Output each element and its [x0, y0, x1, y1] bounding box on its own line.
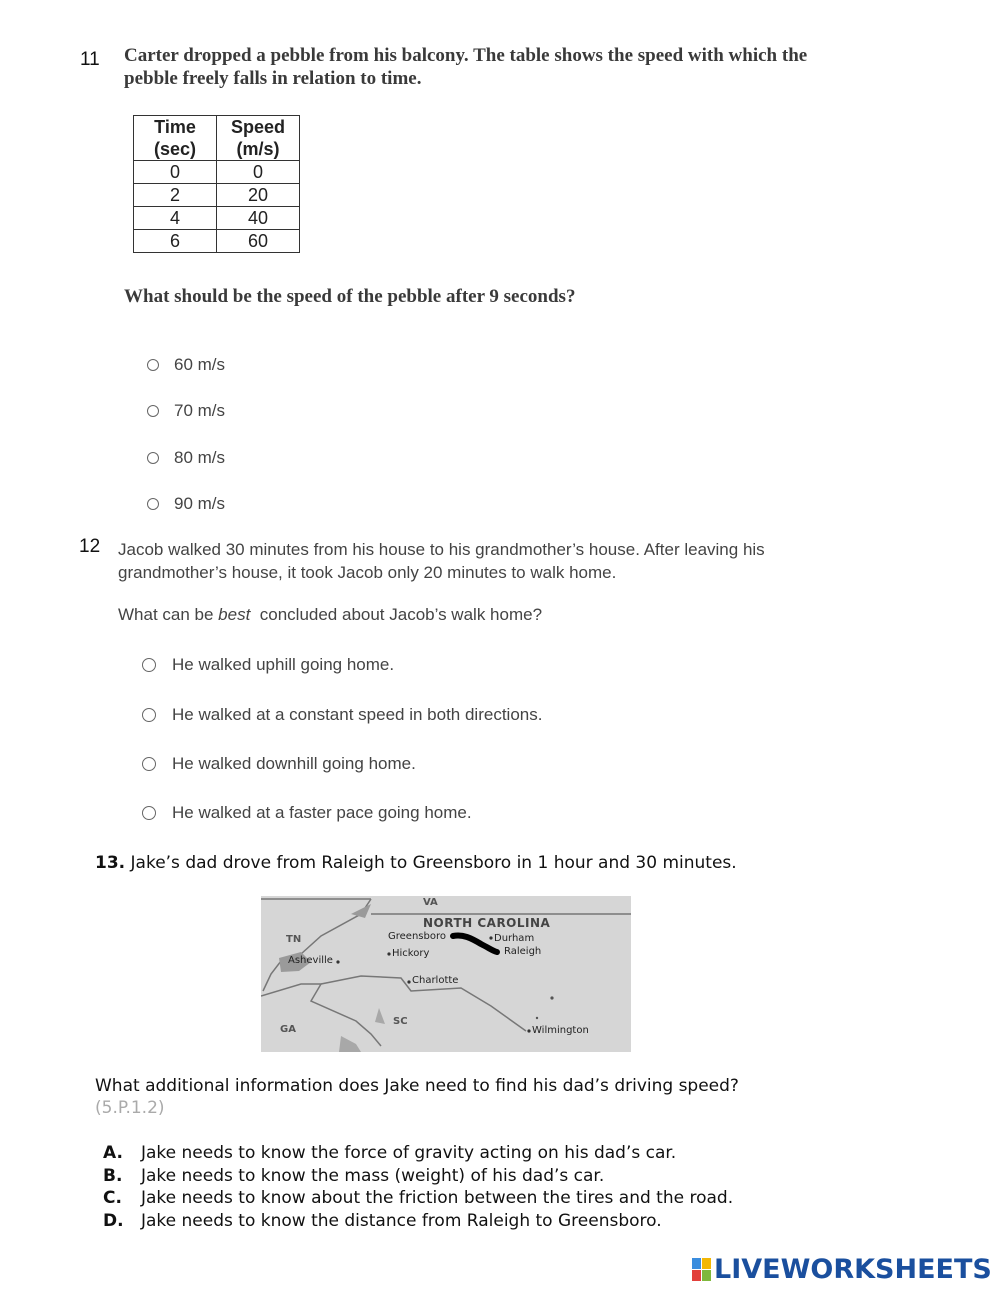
liveworksheets-logo-icon — [692, 1258, 712, 1282]
durham-dot — [489, 936, 492, 939]
table-cell: 40 — [217, 207, 300, 230]
question-11-line2: pebble freely falls in relation to time. — [124, 68, 422, 89]
question-12-line1: Jacob walked 30 minutes from his house to his grandmother’s house. After leaving his — [118, 540, 765, 559]
radio-button[interactable] — [142, 757, 156, 771]
table-cell: 0 — [134, 161, 217, 184]
question-12-question: What can be best concluded about Jacob’s walk home? — [118, 605, 543, 624]
coast-dot-2 — [536, 1017, 538, 1019]
asheville-dot — [336, 960, 339, 963]
map-label-sc: SC — [393, 1016, 408, 1027]
table-header-speed: Speed (m/s) — [217, 116, 300, 161]
option-label: 90 m/s — [174, 494, 226, 513]
question-13-number: 13. — [95, 853, 126, 873]
q13-choice-b[interactable]: B. Jake needs to know the mass (weight) of his dad’s car. — [103, 1165, 605, 1186]
option-label: He walked uphill going home. — [172, 655, 395, 674]
question-11-line1: Carter dropped a pebble from his balcony. The table shows the speed with which the — [124, 45, 808, 66]
table-cell: 6 — [134, 230, 217, 253]
question-13-question: What additional information does Jake need to find his dad’s driving speed? — [95, 1076, 739, 1096]
logo-square-red — [692, 1270, 701, 1281]
q11-option-d[interactable] — [147, 494, 225, 514]
option-label: He walked at a constant speed in both directions. — [172, 705, 543, 724]
q13-choices — [103, 1142, 733, 1232]
map-label-durham: Durham — [494, 933, 535, 944]
map-label-tn: TN — [286, 934, 302, 945]
map-label-hickory: Hickory — [392, 948, 430, 959]
charlotte-dot — [407, 980, 410, 983]
speed-time-table — [133, 115, 300, 253]
option-label: 70 m/s — [174, 401, 226, 420]
map-label-raleigh: Raleigh — [504, 946, 542, 957]
q12-option-c[interactable] — [142, 754, 416, 774]
table-header-time: Time (sec) — [134, 116, 217, 161]
standard-code: (5.P.1.2) — [95, 1098, 165, 1118]
table-cell: 20 — [217, 184, 300, 207]
q13-choice-c[interactable]: C. Jake needs to know about the friction between the tires and the road. — [103, 1188, 734, 1208]
radio-button[interactable] — [142, 658, 156, 672]
lake-shape — [339, 1036, 361, 1052]
radio-button[interactable] — [142, 806, 156, 820]
question-11-question: What should be the speed of the pebble after 9 seconds? — [124, 286, 576, 307]
wilmington-dot — [527, 1029, 530, 1032]
logo-square-green — [702, 1270, 711, 1281]
map-label-state: NORTH CAROLINA — [423, 916, 551, 930]
q12-option-a[interactable] — [142, 655, 394, 675]
question-12-line2: grandmother’s house, it took Jacob only 20 minutes to walk home. — [118, 563, 617, 582]
q11-option-b[interactable] — [147, 401, 225, 421]
liveworksheets-logo-text: LIVEWORKSHEETS — [714, 1254, 992, 1285]
q11-option-a[interactable] — [147, 355, 225, 375]
question-12-number: 12 — [79, 536, 101, 557]
map-label-greensboro: Greensboro — [388, 931, 446, 942]
map-label-charlotte: Charlotte — [412, 975, 459, 986]
option-label: He walked downhill going home. — [172, 754, 416, 773]
q13-choice-a[interactable]: A. Jake needs to know the force of gravity acting on his dad’s car. — [103, 1143, 677, 1163]
table-row — [134, 207, 300, 230]
table-cell: 4 — [134, 207, 217, 230]
option-label: 60 m/s — [174, 355, 226, 374]
radio-button[interactable] — [147, 452, 159, 464]
speed-table-wrap — [133, 115, 300, 253]
liveworksheets-logo — [692, 1254, 992, 1285]
map-label-ga: GA — [280, 1024, 296, 1035]
lake-shape-2 — [375, 1008, 385, 1024]
map-label-asheville: Asheville — [288, 955, 333, 966]
table-row — [134, 184, 300, 207]
radio-button[interactable] — [147, 405, 159, 417]
q12-option-b[interactable] — [142, 705, 542, 725]
logo-square-blue — [692, 1258, 701, 1269]
sc-border — [261, 984, 381, 1046]
logo-square-yellow — [702, 1258, 711, 1269]
question-13-prompt — [95, 853, 737, 873]
nc-map — [261, 896, 631, 1052]
coast-dot — [550, 996, 553, 999]
mountain-ridge — [351, 904, 371, 918]
q12-option-d[interactable] — [142, 803, 472, 823]
radio-button[interactable] — [147, 498, 159, 510]
radio-button[interactable] — [142, 708, 156, 722]
table-cell: 2 — [134, 184, 217, 207]
table-cell: 0 — [217, 161, 300, 184]
q13-choice-d[interactable]: D. Jake needs to know the distance from Raleigh to Greensboro. — [103, 1210, 662, 1231]
q11-option-c[interactable] — [147, 448, 225, 468]
map-label-wilmington: Wilmington — [532, 1025, 589, 1036]
radio-button[interactable] — [147, 359, 159, 371]
option-label: He walked at a faster pace going home. — [172, 803, 472, 822]
table-row — [134, 230, 300, 253]
question-12-prompt — [118, 538, 938, 584]
map-label-va: VA — [423, 897, 438, 908]
hickory-dot — [387, 952, 390, 955]
question-11-number: 11 — [80, 49, 100, 70]
option-label: 80 m/s — [174, 448, 226, 467]
table-cell: 60 — [217, 230, 300, 253]
table-row — [134, 161, 300, 184]
question-11-prompt — [124, 44, 924, 90]
question-13-text: Jake’s dad drove from Raleigh to Greensboro in 1 hour and 30 minutes. — [125, 853, 737, 873]
